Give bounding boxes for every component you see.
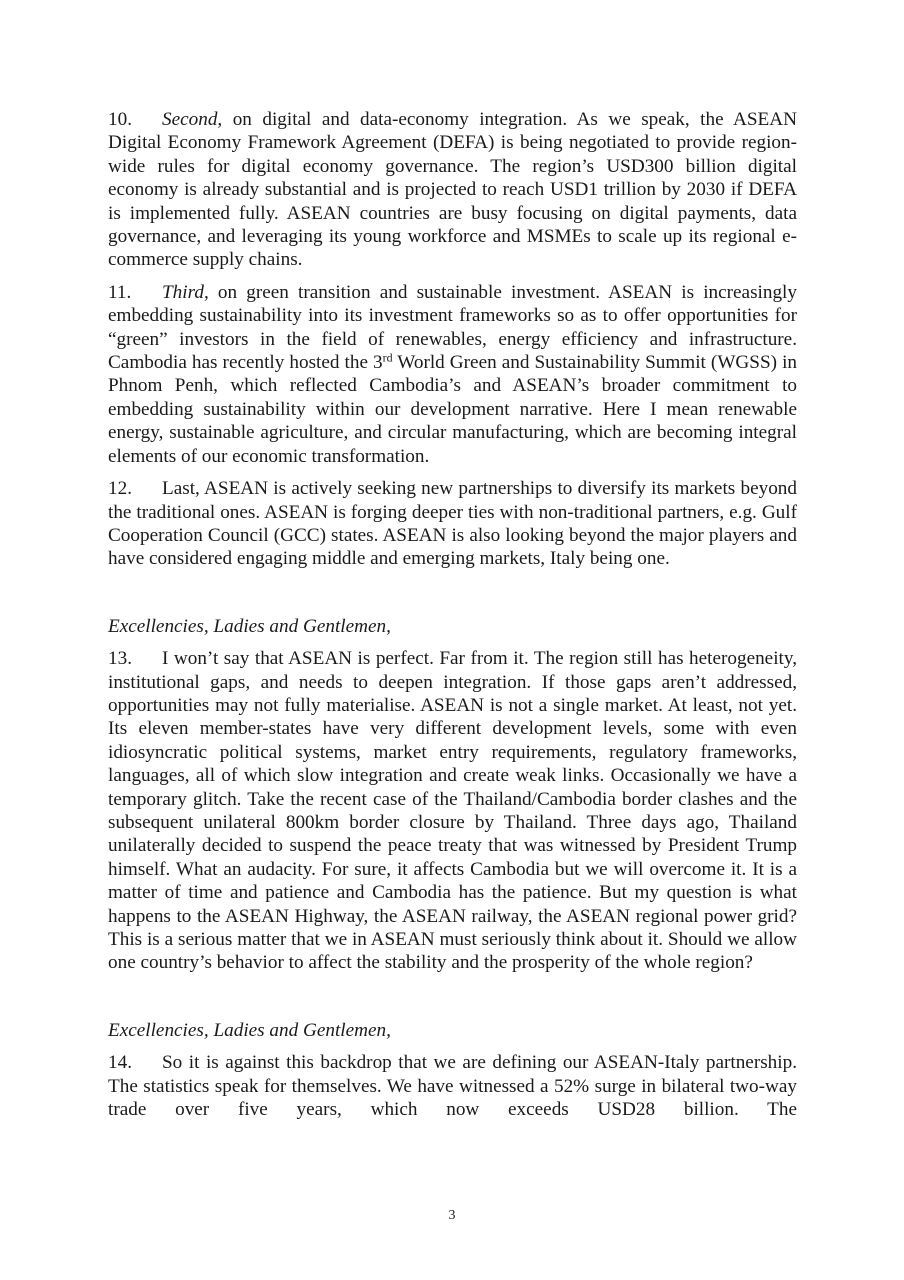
paragraph-12 (108, 477, 797, 571)
paragraph-number: 11. (108, 281, 132, 303)
paragraph-number: 13. (108, 648, 132, 670)
paragraph-text: , on green transition and sustainable investment. ASEAN is increasingly embedding sustainability into its investment frameworks so as to offer opportunities for “green” investors in the field of renewables, energy efficiency and infrastructure. Cambodia has recently hosted the 3 (108, 281, 797, 374)
paragraph-number: 14. (108, 1052, 132, 1074)
paragraph-number: 12. (108, 478, 132, 500)
paragraph-number: 10. (108, 109, 132, 130)
paragraph-text: Last, ASEAN is actively seeking new partnerships to diversify its markets beyond the traditional ones. ASEAN is forging deeper ties with non-traditional partners, e.g. Gulf Cooperation Council (GCC) states. ASEAN is also looking beyond the major players and have considered engaging middle and emerging markets, Italy being one. (108, 478, 797, 570)
document-page (108, 108, 797, 1130)
paragraph-lead-word: Third (162, 281, 204, 303)
ordinal-superscript: rd (382, 350, 393, 365)
paragraph-text: I won’t say that ASEAN is perfect. Far from it. The region still has heterogeneity, institutional gaps, and needs to deepen integration. If those gaps aren’t addressed, opportunities may not fully materialise. ASEAN is not a single market. At least, not yet. Its eleven member-states have very different development levels, some with even idiosyncratic political systems, market entry requirements, regulatory frameworks, languages, all of which slow integration and create weak links. Occasionally we have a temporary glitch. Take the recent case of the Thailand/Cambodia border clashes and the subsequent unilateral 800km border closure by Thailand. Three days ago, Thailand unilaterally decided to suspend the peace treaty that was witnessed by President Trump himself. What an audacity. For sure, it affects Cambodia but we will overcome it. It is a matter of time and patience and Cambodia has the patience. But my question is what happens to the ASEAN Highway, the ASEAN railway, the ASEAN regional power grid? This is a serious matter that we in ASEAN must seriously think about it. Should we allow one country’s behavior to affect the stability and the prosperity of the whole region? (108, 648, 797, 974)
salutation: Excellencies, Ladies and Gentlemen, (108, 615, 391, 637)
paragraph-13 (108, 647, 797, 975)
section-spacer (108, 984, 797, 1019)
paragraph-text: , on digital and data-economy integration. As we speak, the ASEAN Digital Economy Framework Agreement (DEFA) is being negotiated to provide region-wide rules for digital economy governance. The region’s USD300 billion digital economy is already substantial and is projected to reach USD1 trillion by 2030 if DEFA is implemented fully. ASEAN countries are busy focusing on digital payments, data governance, and leveraging its young workforce and MSMEs to scale up its regional e-commerce supply chains. (108, 109, 797, 271)
paragraph-text-continued: World Green and Sustainability Summit (WGSS) in Phnom Penh, which reflected Cambodia’s and ASEAN’s broader commitment to embedding sustainability within our development narrative. Here I mean renewable energy, sustainable agriculture, and circular manufacturing, which are becoming integral elements of our economic transformation. (108, 352, 797, 467)
paragraph-14 (108, 1051, 797, 1121)
paragraph-10 (108, 108, 797, 272)
paragraph-lead-word: Second (162, 109, 218, 130)
section-spacer (108, 580, 797, 615)
salutation: Excellencies, Ladies and Gentlemen, (108, 1019, 391, 1041)
paragraph-11 (108, 281, 797, 468)
paragraph-text: So it is against this backdrop that we are defining our ASEAN-Italy partnership. The statistics speak for themselves. We have witnessed a 52% surge in bilateral two-way trade over five years, which now exceeds USD28 billion. The (108, 1052, 797, 1121)
page-number: 3 (448, 1208, 456, 1223)
